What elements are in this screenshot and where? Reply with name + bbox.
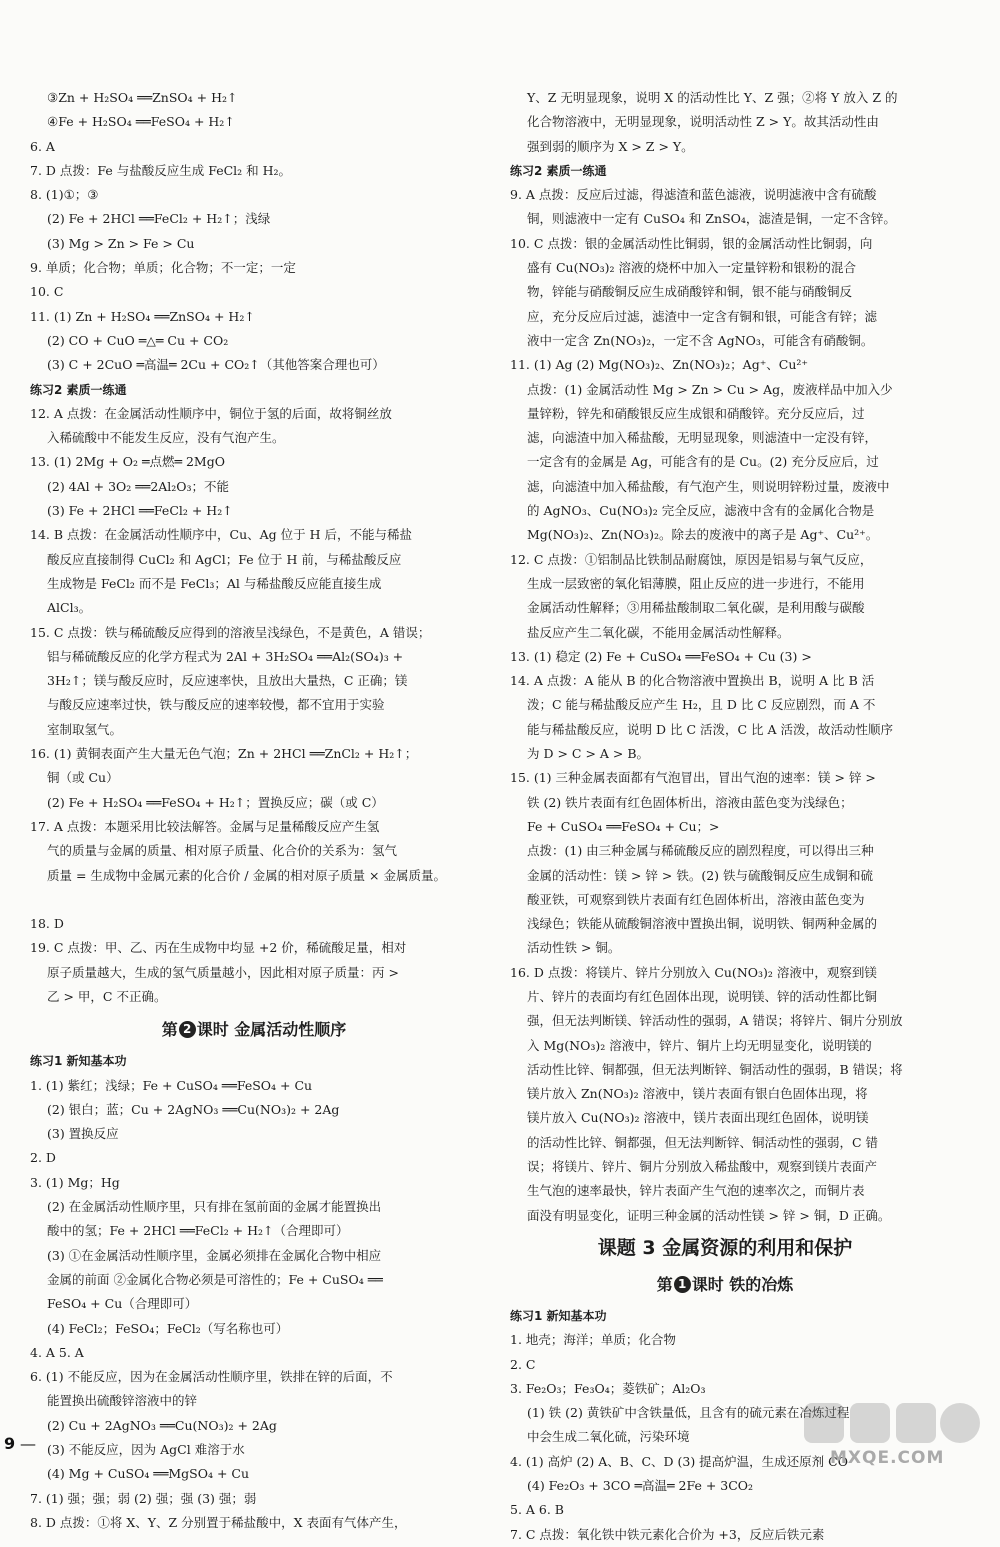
answer-line: 金属的前面 ②金属化合物必须是可溶性的；Fe + CuSO₄ ══ <box>47 1271 383 1287</box>
answer-line: 3. (1) Mg；Hg <box>30 1174 120 1190</box>
answer-line: 14. A 点拨：A 能从 B 的化合物溶液中置换出 B，说明 A 比 B 活 <box>510 673 875 689</box>
answer-line: 13. (1) 稳定 (2) Fe + CuSO₄ ══FeSO₄ + Cu (3) > <box>510 648 812 664</box>
answer-line: 气的质量与金属的质量、相对原子质量、化合价的关系为：氢气 <box>47 843 398 859</box>
answer-line: 7. D 点拨：Fe 与盐酸反应生成 FeCl₂ 和 H₂。 <box>30 162 292 178</box>
answer-line: 12. C 点拨：①铝制品比铁制品耐腐蚀，原因是铝易与氧气反应， <box>510 551 873 567</box>
answer-line: 铜，则滤液中一定有 CuSO₄ 和 ZnSO₄，滤渣是铜，一定不含锌。 <box>527 211 896 227</box>
answer-line: 11. (1) Zn + H₂SO₄ ══ZnSO₄ + H₂↑ <box>30 308 255 324</box>
answer-line: 12. A 点拨：在金属活动性顺序中，铜位于氢的后面，故将铜丝放 <box>30 405 392 421</box>
answer-line: 入 Mg(NO₃)₂ 溶液中，锌片、铜片上均无明显变化，说明镁的 <box>527 1037 872 1053</box>
answer-line: (2) 4Al + 3O₂ ══2Al₂O₃；不能 <box>47 478 230 494</box>
answer-line: 能与稀盐酸反应，说明 D 比 C 活泼，C 比 A 活泼，故活动性顺序 <box>527 721 893 737</box>
answer-line: 镁片放入 Zn(NO₃)₂ 溶液中，镁片表面有银白色固体出现，将 <box>527 1086 868 1102</box>
answer-line: 铝与稀硫酸反应的化学方程式为 2Al + 3H₂SO₄ ══Al₂(SO₄)₃ + <box>47 648 404 664</box>
answer-line: 4. A 5. A <box>30 1344 84 1360</box>
answer-line: (3) 置换反应 <box>47 1126 119 1142</box>
answer-line: 质量 = 生成物中金属元素的化合价 / 金属的相对原子质量 × 金属质量。 <box>47 867 447 883</box>
topic-heading <box>510 1232 940 1264</box>
answer-line: 8. (1)①；③ <box>30 187 99 203</box>
lesson-heading <box>510 1270 940 1300</box>
right-column <box>510 86 940 1547</box>
answer-line: (2) CO + CuO ═△═ Cu + CO₂ <box>47 332 229 348</box>
left-column <box>30 86 478 1535</box>
answer-line <box>30 888 478 912</box>
answer-line: 8. D 点拨：①将 X、Y、Z 分别置于稀盐酸中，X 表面有气体产生， <box>30 1514 407 1530</box>
section-heading: 练习2 素质一练通 <box>510 163 607 178</box>
answer-line: 点拨：(1) 金属活动性 Mg > Zn > Cu > Ag，废液样品中加入少 <box>527 381 893 397</box>
answer-line: 物，锌能与硝酸铜反应生成硝酸锌和铜，银不能与硝酸铜反 <box>527 284 853 300</box>
answer-line: (2) 在金属活动性顺序里，只有排在氢前面的金属才能置换出 <box>47 1199 382 1215</box>
answer-line: 镁片放入 Cu(NO₃)₂ 溶液中，镁片表面出现红色固体，说明镁 <box>527 1110 869 1126</box>
answer-line: 量锌粉，锌先和硝酸银反应生成银和硝酸锌。充分反应后，过 <box>527 405 865 421</box>
answer-line: 液中一定含 Zn(NO₃)₂，一定不含 AgNO₃，可能含有硝酸铜。 <box>527 332 874 348</box>
page-dash: — <box>20 1434 36 1453</box>
answer-line: 10. C <box>30 284 64 300</box>
answer-line: 9. 单质；化合物；单质；化合物；不一定；一定 <box>30 260 296 276</box>
answer-line: 酸亚铁，可观察到铁片表面有红色固体析出，溶液由蓝色变为 <box>527 891 865 907</box>
answer-line: 室制取氢气。 <box>47 721 123 737</box>
answer-line: 应，充分反应后过滤，滤渣中一定含有铜和银，可能含有锌；滤 <box>527 308 878 324</box>
answer-line: 金属的活动性：镁 > 锌 > 铁。(2) 铁与硫酸铜反应生成铜和硫 <box>527 867 874 883</box>
topic-title: 课题 3 金属资源的利用和保护 <box>597 1236 853 1259</box>
answer-line: (2) Fe + H₂SO₄ ══FeSO₄ + H₂↑；置换反应；碳（或 C） <box>47 794 384 810</box>
answer-line: 铁 (2) 铁片表面有红色固体析出，溶液由蓝色变为浅绿色； <box>527 794 853 810</box>
answer-line: 17. A 点拨：本题采用比较法解答。金属与足量稀酸反应产生氢 <box>30 818 380 834</box>
answer-line: 铜（或 Cu） <box>47 770 119 786</box>
answer-line: 16. D 点拨：将镁片、锌片分别放入 Cu(NO₃)₂ 溶液中，观察到镁 <box>510 964 877 980</box>
answer-line: 酸反应直接制得 CuCl₂ 和 AgCl；Fe 位于 H 前，与稀盐酸反应 <box>47 551 402 567</box>
lesson-number-badge: 1 <box>674 1276 691 1293</box>
answer-line: 生成物是 FeCl₂ 而不是 FeCl₃；Al 与稀盐酸反应能直接生成 <box>47 575 382 591</box>
answer-line: (2) 银白；蓝；Cu + 2AgNO₃ ══Cu(NO₃)₂ + 2Ag <box>47 1101 340 1117</box>
answer-line: ③Zn + H₂SO₄ ══ZnSO₄ + H₂↑ <box>47 90 238 105</box>
answer-line: (3) Mg > Zn > Fe > Cu <box>47 235 195 251</box>
answer-line: 的活动性比锌、铜都强，但无法判断锌、铜活动性的强弱，C 错 <box>527 1134 879 1150</box>
answer-line: FeSO₄ + Cu（合理即可） <box>47 1296 198 1312</box>
lesson-number-badge: 2 <box>179 1021 196 1038</box>
answer-line: 泼；C 能与稀盐酸反应产生 H₂，且 D 比 C 反应剧烈，而 A 不 <box>527 697 876 713</box>
answer-line: Fe + CuSO₄ ══FeSO₄ + Cu；> <box>527 818 720 834</box>
answer-line: 3. Fe₂O₃；Fe₃O₄；菱铁矿；Al₂O₃ <box>510 1380 706 1396</box>
lesson-prefix: 第 <box>161 1020 178 1040</box>
answer-line: 原子质量越大，生成的氢气质量越小，因此相对原子质量：丙 > <box>47 964 399 980</box>
section-heading: 练习1 新知基本功 <box>510 1308 607 1323</box>
answer-line: 9. A 点拨：反应后过滤，得滤渣和蓝色滤液，说明滤液中含有硫酸 <box>510 187 877 203</box>
answer-line: 1. (1) 紫红；浅绿；Fe + CuSO₄ ══FeSO₄ + Cu <box>30 1077 313 1093</box>
answer-line: 活动性比锌、铜都强，但无法判断锌、铜活动性的强弱，B 错误；将 <box>527 1061 903 1077</box>
answer-line: 片、锌片的表面均有红色固体出现，说明镁、锌的活动性都比铜 <box>527 988 878 1004</box>
answer-line: (3) 不能反应，因为 AgCl 难溶于水 <box>47 1442 245 1458</box>
answer-line: 15. (1) 三种金属表面都有气泡冒出，冒出气泡的速率：镁 > 锌 > <box>510 770 876 786</box>
answer-line: 7. C 点拨：氧化铁中铁元素化合价为 +3，反应后铁元素 <box>510 1526 825 1542</box>
answer-line: (4) Fe₂O₃ + 3CO ═高温═ 2Fe + 3CO₂ <box>527 1478 754 1494</box>
answer-line: 13. (1) 2Mg + O₂ ═点燃═ 2MgO <box>30 454 225 470</box>
answer-line: 活动性铁 > 铜。 <box>527 940 621 956</box>
answer-line: 6. A <box>30 138 55 154</box>
answer-line: 点拨：(1) 由三种金属与稀硫酸反应的剧烈程度，可以得出三种 <box>527 843 874 859</box>
answer-line: (4) Mg + CuSO₄ ══MgSO₄ + Cu <box>47 1466 250 1482</box>
answer-line: (3) C + 2CuO ═高温═ 2Cu + CO₂↑（其他答案合理也可） <box>47 357 385 373</box>
answer-line: 4. (1) 高炉 (2) A、B、C、D (3) 提高炉温，生成还原剂 CO <box>510 1453 848 1469</box>
answer-line: 5. A 6. B <box>510 1502 564 1518</box>
answer-line: ④Fe + H₂SO₄ ══FeSO₄ + H₂↑ <box>47 114 235 130</box>
answer-line: 7. (1) 强；强；弱 (2) 强；强 (3) 强；弱 <box>30 1490 257 1506</box>
lesson-title: 课时 金属活动性顺序 <box>196 1020 347 1040</box>
answer-line: 16. (1) 黄铜表面产生大量无色气泡；Zn + 2HCl ══ZnCl₂ + H₂↑； <box>30 746 418 762</box>
answer-line: (3) Fe + 2HCl ══FeCl₂ + H₂↑ <box>47 503 233 519</box>
answer-line: 14. B 点拨：在金属活动性顺序中，Cu、Ag 位于 H 后，不能与稀盐 <box>30 527 412 543</box>
lesson-title: 课时 铁的冶炼 <box>691 1274 794 1294</box>
answer-line: 浅绿色；铁能从硫酸铜溶液中置换出铜，说明铁、铜两种金属的 <box>527 916 878 932</box>
answer-line: 滤，向滤渣中加入稀盐酸，有气泡产生，则说明锌粉过量，废液中 <box>527 478 890 494</box>
answer-line: 为 D > C > A > B。 <box>527 746 650 762</box>
answer-line: 强到弱的顺序为 X > Z > Y。 <box>527 138 694 154</box>
answer-line: 2. D <box>30 1150 56 1166</box>
answer-line: 15. C 点拨：铁与稀硫酸反应得到的溶液呈浅绿色，不是黄色，A 错误； <box>30 624 431 640</box>
answer-line: 误；将镁片、锌片、铜片分别放入稀盐酸中，观察到镁片表面产 <box>527 1159 878 1175</box>
answer-line: 金属活动性解释；③用稀盐酸制取二氧化碳，是利用酸与碳酸 <box>527 600 865 616</box>
answer-line: 酸中的氢；Fe + 2HCl ══FeCl₂ + H₂↑（合理即可） <box>47 1223 349 1239</box>
answer-line: 2. C <box>510 1356 536 1372</box>
section-heading: 练习1 新知基本功 <box>30 1054 127 1069</box>
answer-line: (3) ①在金属活动性顺序里，金属必须排在金属化合物中相应 <box>47 1247 382 1263</box>
answer-line: 滤，向滤渣中加入稀盐酸，无明显现象，则滤渣中一定没有锌， <box>527 430 878 446</box>
answer-line: (2) Cu + 2AgNO₃ ══Cu(NO₃)₂ + 2Ag <box>47 1417 277 1433</box>
answer-line: 3H₂↑；镁与酸反应时，反应速率快，且放出大量热，C 正确；镁 <box>47 673 408 689</box>
page-number: 9 <box>4 1434 16 1453</box>
answer-line: 19. C 点拨：甲、乙、丙在生成物中均显 +2 价，稀硫酸足量，相对 <box>30 940 407 956</box>
lesson-prefix: 第 <box>656 1274 673 1294</box>
answer-line: 面没有明显变化，证明三种金属的活动性镁 > 锌 > 铜，D 正确。 <box>527 1207 891 1223</box>
answer-line: 的 AgNO₃、Cu(NO₃)₂ 完全反应，滤液中含有的金属化合物是 <box>527 503 875 519</box>
answer-line: (2) Fe + 2HCl ══FeCl₂ + H₂↑；浅绿 <box>47 211 271 227</box>
answer-line: 盐反应产生二氧化碳，不能用金属活动性解释。 <box>527 624 790 640</box>
watermark-text: MXQE.COM <box>830 1448 945 1468</box>
answer-line: 能置换出硫酸锌溶液中的锌 <box>47 1393 198 1409</box>
section-heading: 练习2 素质一练通 <box>30 382 127 397</box>
answer-line: 乙 > 甲，C 不正确。 <box>47 988 167 1004</box>
answer-line: 中会生成二氧化硫，污染环境 <box>527 1429 690 1445</box>
answer-line: 与酸反应速率过快，铁与酸反应的速率较慢，都不宜用于实验 <box>47 697 385 713</box>
answer-line: 1. 地壳；海洋；单质；化合物 <box>510 1332 676 1348</box>
answer-line: Y、Z 无明显现象，说明 X 的活动性比 Y、Z 强；②将 Y 放入 Z 的 <box>527 90 898 105</box>
answer-line: 11. (1) Ag (2) Mg(NO₃)₂、Zn(NO₃)₂；Ag⁺、Cu²⁺ <box>510 357 809 373</box>
answer-line: 6. (1) 不能反应，因为在金属活动性顺序里，铁排在锌的后面，不 <box>30 1369 393 1385</box>
answer-line: 18. D <box>30 916 64 932</box>
answer-line: 生气泡的速率最快，锌片表面产生气泡的速率次之，而铜片表 <box>527 1183 865 1199</box>
answer-line: (4) FeCl₂；FeSO₄；FeCl₂（写名称也可） <box>47 1320 289 1336</box>
answer-line: 盛有 Cu(NO₃)₂ 溶液的烧杯中加入一定量锌粉和银粉的混合 <box>527 260 857 276</box>
lesson-heading <box>30 1015 478 1045</box>
answer-line: (1) 铁 (2) 黄铁矿中含铁量低，且含有的硫元素在冶炼过程 <box>527 1405 850 1421</box>
answer-line: 化合物溶液中，无明显现象，说明活动性 Z > Y。故其活动性由 <box>527 114 879 130</box>
answer-line: Mg(NO₃)₂、Zn(NO₃)₂。除去的废液中的离子是 Ag⁺、Cu²⁺。 <box>527 527 879 543</box>
answer-line: 强，但无法判断镁、锌活动性的强弱，A 错误；将锌片、铜片分别放 <box>527 1013 903 1029</box>
answer-line: AlCl₃。 <box>47 600 92 616</box>
answer-line: 一定含有的金属是 Ag，可能含有的是 Cu。(2) 充分反应后，过 <box>527 454 879 470</box>
answer-line: 入稀硫酸中不能发生反应，没有气泡产生。 <box>47 430 285 446</box>
answer-line: 10. C 点拨：银的金属活动性比铜弱，银的金属活动性比铜弱，向 <box>510 235 873 251</box>
answer-line: 生成一层致密的氧化铝薄膜，阻止反应的进一步进行，不能用 <box>527 575 865 591</box>
